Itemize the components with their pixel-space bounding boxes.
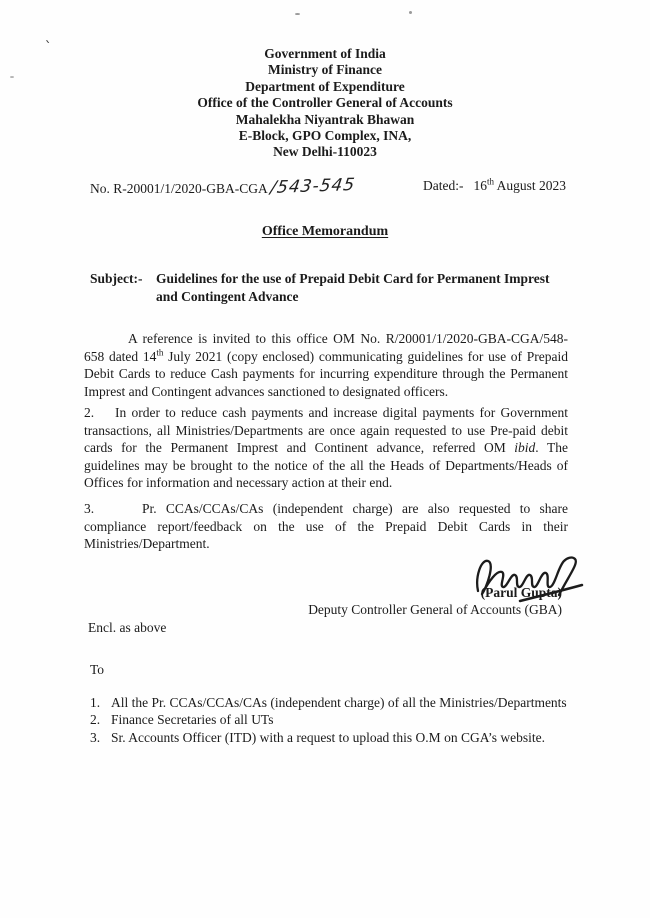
paragraph-3-text: Pr. CCAs/CCAs/CAs (independent charge) are also requested to share compliance report/feedback on the use of the Prepaid Debit Cards in their Ministries/Department. (84, 501, 568, 552)
paragraph-1-text-cont: July 2021 (copy enclosed) communicating guidelines for use of Prepaid Debit Cards to reduce Cash payments for incurring expenditure through the Permanent Imprest and Contingent advances sanctioned to designated officers. (84, 348, 568, 399)
subject-text: Guidelines for the use of Prepaid Debit Card for Permanent Imprest and Contingent Advance (156, 271, 550, 304)
list-item-text: Finance Secretaries of all UTs (111, 712, 274, 728)
date-label: Dated:- (422, 178, 464, 193)
signatory-designation: Deputy Controller General of Accounts (GBA) (308, 602, 562, 618)
reference-number-printed: No. R-20001/1/2020-GBA-CGA (90, 181, 268, 196)
scan-artifact (409, 11, 412, 14)
distribution-list (90, 694, 584, 746)
paragraph-1-text: A reference is invited to this office OM No. R/20001/1/2020-GBA-CGA/548-658 dated 14 (84, 331, 568, 364)
paragraph-2-number: 2. (84, 405, 95, 420)
list-item (90, 711, 584, 728)
enclosure-note: Encl. as above (88, 620, 167, 635)
list-item-text: Sr. Accounts Officer (ITD) with a request to upload this O.M on CGA’s website. (111, 729, 545, 745)
list-item-number: 3. (90, 729, 101, 745)
signatory-name: (Parul Gupta) (480, 585, 562, 600)
reference-number-handwritten: /543-545 (268, 174, 357, 198)
paragraph-2-text: In order to reduce cash payments and increase digital payments for Government transactions, all Ministries/Departments are once again requested to use Pre-paid debit cards for the Permanent Imprest and Continent advance, referred OM (84, 405, 568, 456)
paragraph-3-number: 3. (84, 501, 95, 516)
letterhead-line-ministry: Ministry of Finance (268, 62, 382, 78)
paragraph-2 (84, 404, 568, 492)
letterhead-line-office: Office of the Controller General of Accounts (197, 95, 453, 111)
scan-artifact (295, 13, 300, 15)
date-day: 16 (473, 178, 487, 193)
reference-number (90, 174, 357, 198)
paragraph-2-text-cont: . The guidelines may be brought to the notice of the all the Heads of Departments/Heads of Offices for information and necessary action at their end. (84, 440, 568, 491)
list-item (90, 694, 584, 711)
paragraph-1 (84, 330, 568, 400)
reference-row (90, 174, 566, 198)
signatory-block (308, 584, 562, 619)
paragraph-3 (84, 500, 568, 553)
letterhead-line-department: Department of Expenditure (245, 78, 405, 94)
letterhead-line-city: New Delhi-110023 (273, 144, 377, 160)
letterhead-line-building: Mahalekha Niyantrak Bhawan (235, 111, 415, 127)
paragraph-1-ordinal: th (156, 347, 164, 358)
memo-title: Office Memorandum (261, 224, 389, 239)
list-item-number: 1. (90, 695, 101, 710)
paragraph-2-ibid: ibid (514, 440, 536, 456)
date-ordinal: th (486, 176, 494, 187)
subject-block (90, 270, 570, 305)
to-label: To (90, 662, 105, 677)
date-month-year: August 2023 (493, 178, 566, 193)
list-item-text: All the Pr. CCAs/CCAs/CAs (independent charge) of all the Ministries/Departments (111, 695, 567, 710)
letterhead-line-block: E-Block, GPO Complex, INA, (238, 128, 412, 144)
list-item-number: 2. (90, 712, 101, 728)
memo-date (423, 178, 566, 194)
list-item (90, 729, 584, 746)
letterhead-line-govt: Government of India (264, 46, 386, 61)
letterhead (0, 46, 650, 161)
scan-artifact-tick: ` (44, 40, 53, 56)
subject-label: Subject:- (90, 271, 143, 286)
